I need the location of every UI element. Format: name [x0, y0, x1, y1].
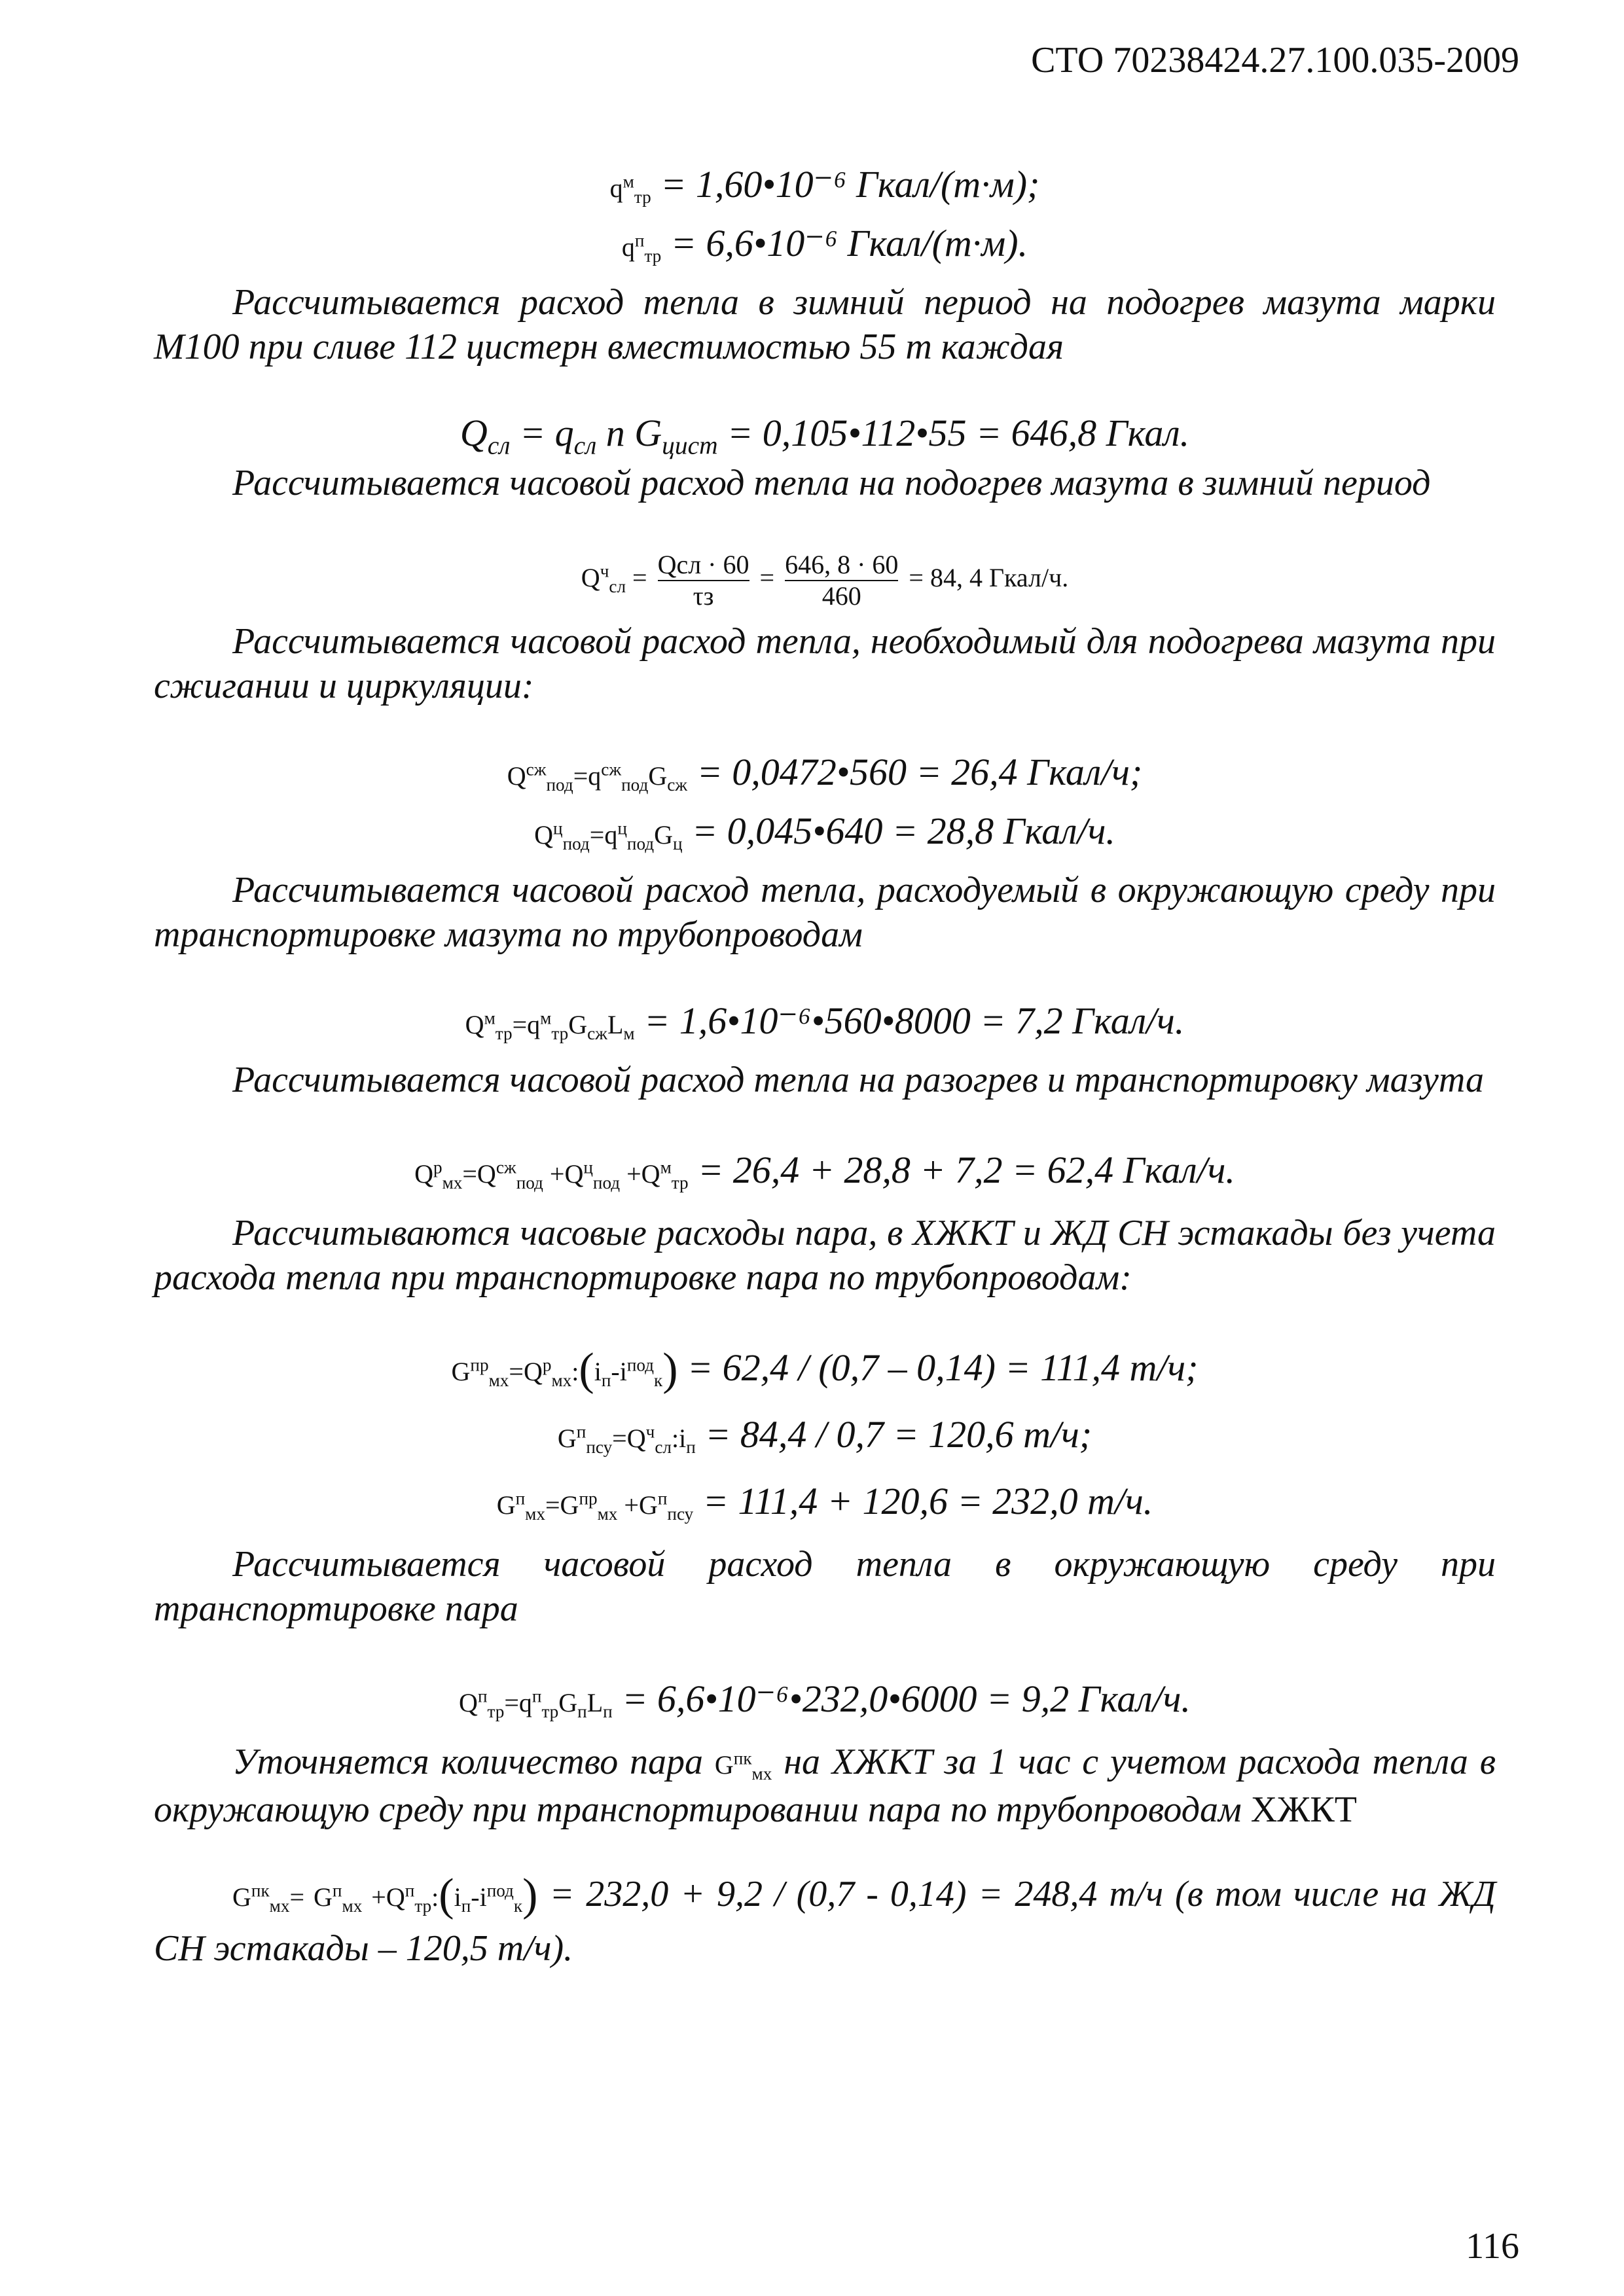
equation-hourly-drain: $Q^ч_{сл}$ = Qсл · 60 τз = $\frac{646, 8 \cdot 60}{460}$ = 84, 4 Гкал/ч. [581, 549, 1069, 611]
paragraph-steam-flow: Рассчитываются часовые расходы пара, в ХЖКТ и ЖД СН эстакады без учета расхода тепла при транспортировке пара по трубопроводам: [154, 1213, 1496, 1298]
equation-heat-loss-steam-pipe: $q^п_{тр}$ = 6,6•10⁻⁶ Гкал/(т·м). [621, 222, 1028, 266]
equation-steam-1: $G^{пр}_{мх}=Q^р_{мх}:(i_п-i^{под}_к) = 62,4 / (0,7 - 0,14) = 111,4$ т/ч; [451, 1344, 1199, 1395]
equation-steam-loss: $Q^п_{тр}=q^п_{тр}G_пL_п$ = 6,6•10⁻⁶•232,0•6000 = 9,2 Гкал/ч. [459, 1677, 1191, 1721]
paragraph-burning-circulation: Рассчитывается часовой расход тепла, необходимый для подогрева мазута при сжигании и циркуляции: [154, 621, 1496, 706]
paragraph-heating-transport: Рассчитывается часовой расход тепла на разогрев и транспортировку мазута [232, 1060, 1485, 1100]
page-number: 116 [1466, 2226, 1519, 2267]
document-header: СТО 70238424.27.100.035-2009 [1031, 40, 1519, 81]
paragraph-steam-refine: Уточняется количество пара $G^{пк}_{мх}$ на ХЖКТ за 1 час с учетом расхода тепла в окружающую среду при транспортировании пара по трубопроводам ХЖКТ [154, 1742, 1496, 1830]
fraction-2: $\frac{646, 8 \cdot 60}{460}$ [785, 549, 899, 611]
equation-pipeline-loss: $Q^м_{тр}=q^м_{тр}G_{сж}L_м$ = 1,6•10⁻⁶•560•8000 = 7,2 Гкал/ч. [465, 999, 1185, 1043]
paragraph-pipeline-loss: Рассчитывается часовой расход тепла, расходуемый в окружающую среду при транспортировке мазута по трубопроводам [154, 870, 1496, 955]
equation-circulation-heat: $Q^ц_{под}=q^ц_{под}G_ц$ = 0,045•640 = 28,8 Гкал/ч. [534, 810, 1115, 853]
equation-steam-2: $G^п_{псу}=Q^ч_{сл}:i_п = 84,4 / 0,7 = 120,6$ т/ч; [557, 1413, 1092, 1457]
equation-heat-loss-fuel-pipe: $q^м_{тр}$ = 1,60•10⁻⁶ Гкал/(т·м); [609, 163, 1040, 207]
page-body [154, 157, 1496, 2011]
equation-steam-3: $G^п_{мх}=G^{пр}_{мх} +G^п_{псу} = 111,4 + 120,6 = 232,0$ т/ч. [496, 1480, 1153, 1524]
paragraph-final-equation: $G^{пк}_{мх}= G^п_{мх}$ $+Q^п_{тр}:(i_п-i^{под}_к) = 232,0 + 9,2 / (0,7 - 0,14) = 248,4$ т/ч (в том числе на ЖД СН эстакады – 120,5 т/ч). [154, 1870, 1496, 1969]
paragraph-winter-heat: Рассчитывается расход тепла в зимний период на подогрев мазута марки М100 при сливе 112 цистерн вместимостью 55 т каждая [154, 282, 1496, 367]
paragraph-hourly-heat: Рассчитывается часовой расход тепла на подогрев мазута в зимний период [232, 463, 1431, 503]
equation-burning-heat: $Q^{сж}_{под}=q^{сж}_{под}G_{сж}$ = 0,0472•560 = 26,4 Гкал/ч; [507, 751, 1143, 795]
fraction-1: Qсл · 60 τз [657, 549, 749, 611]
equation-drain-heat: $Q_{сл} = q_{сл}$ n $G_{цист}$ = 0,105•112•55 = 646,8 Гкал. [460, 412, 1190, 460]
equation-total-heat: $Q^р_{мх}=Q^{сж}_{под} +Q^ц_{под} +Q^м_{тр} = 26,4 + 28,8 + 7,2 = 62,4$ Гкал/ч. [414, 1149, 1235, 1193]
paragraph-steam-loss: Рассчитывается часовой расход тепла в окружающую среду при транспортировке пара [154, 1544, 1496, 1629]
